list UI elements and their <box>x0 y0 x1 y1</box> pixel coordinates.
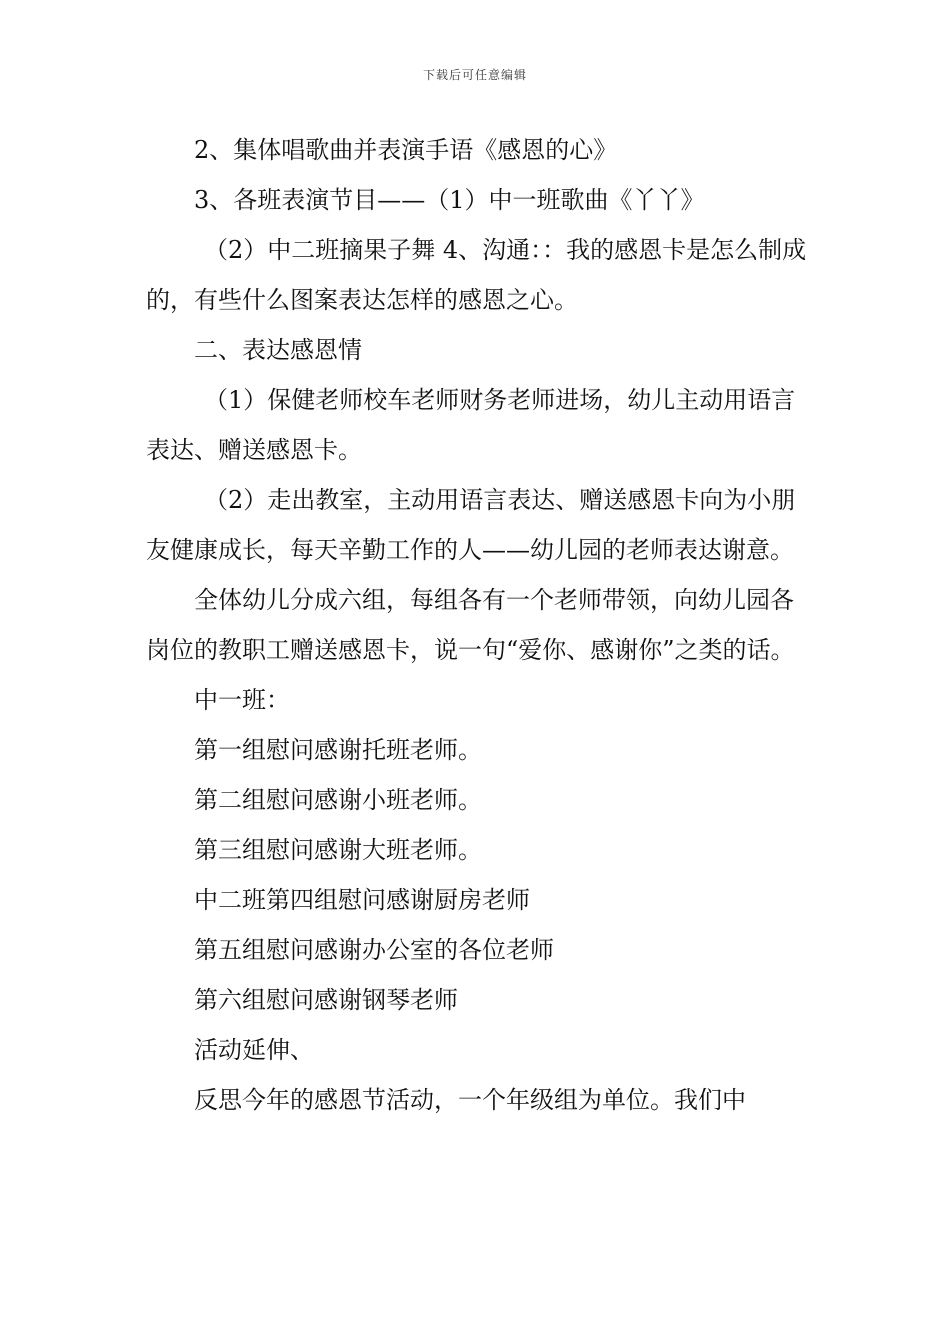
paragraph-10: 第二组慰问感谢小班老师。 <box>194 786 482 814</box>
paragraph-2: 3、各班表演节目——（1）中一班歌曲《丫丫》 <box>194 186 705 214</box>
paragraph-11: 第三组慰问感谢大班老师。 <box>194 836 482 864</box>
paragraph-13: 第五组慰问感谢办公室的各位老师 <box>194 936 554 964</box>
paragraph-4: 二、表达感恩情 <box>194 336 362 364</box>
paragraph-8: 中一班： <box>194 686 290 714</box>
paragraph-14: 第六组慰问感谢钢琴老师 <box>194 986 458 1014</box>
paragraph-16: 反思今年的感恩节活动，一个年级组为单位。我们中 <box>194 1086 746 1114</box>
paragraph-5: （1）保健老师校车老师财务老师进场，幼儿主动用语言表达、赠送感恩卡。 <box>146 386 796 464</box>
paragraph-12: 中二班第四组慰问感谢厨房老师 <box>194 886 530 914</box>
paragraph-15: 活动延伸、 <box>194 1036 314 1064</box>
paragraph-7: 全体幼儿分成六组，每组各有一个老师带领，向幼儿园各岗位的教职工赠送感恩卡，说一句“爱你、感谢你”之类的话。 <box>146 586 795 664</box>
page-header: 下载后可任意编辑 <box>422 68 527 82</box>
paragraph-1: 2、集体唱歌曲并表演手语《感恩的心》 <box>194 136 618 164</box>
paragraph-6: （2）走出教室，主动用语言表达、赠送感恩卡向为小朋友健康成长，每天辛勤工作的人——幼儿园的老师表达谢意。 <box>146 486 796 564</box>
document-body <box>146 125 808 1125</box>
paragraph-9: 第一组慰问感谢托班老师。 <box>194 736 482 764</box>
paragraph-3: （2）中二班摘果子舞 4、沟通：：我的感恩卡是怎么制成的，有些什么图案表达怎样的感恩之心。 <box>146 236 807 314</box>
